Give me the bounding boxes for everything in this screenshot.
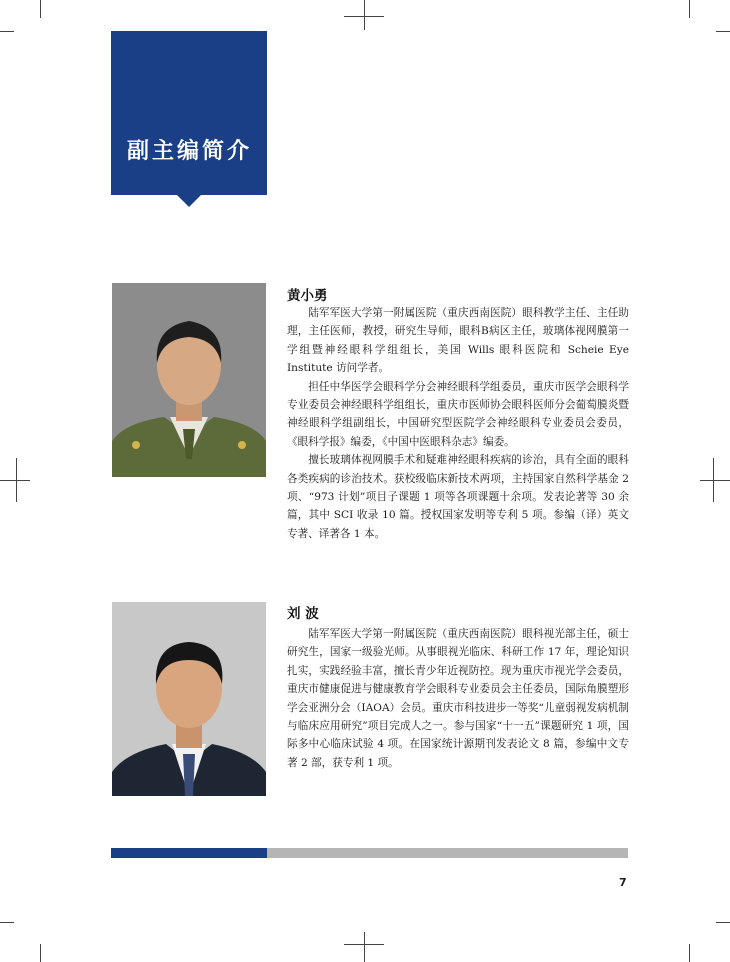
- bio-paragraph: 陆军军医大学第一附属医院（重庆西南医院）眼科教学主任、主任助理，主任医师，教授，研究生导师，眼科B病区主任，玻璃体视网膜第一学组暨神经眼科学组组长，美国 Wills 眼科医院和 Scheie Eye Institute 访问学者。: [287, 307, 629, 375]
- portrait-illustration: [112, 283, 266, 477]
- bio-paragraph: 擅长玻璃体视网膜手术和疑难神经眼科疾病的诊治，具有全面的眼科各类疾病的诊治技术。获校级临床新技术两项，主持国家自然科学基金 2 项、“973 计划”项目子课题 1 项等各项课题十余项。发表论著等 30 余篇，其中 SCI 收录 10 篇。授权国家发明等专利 5 项。参编（译）英文专著、译著各 1 本。: [287, 454, 629, 540]
- footer-bar-blue: [111, 848, 267, 858]
- editor-name: 刘 波: [287, 606, 319, 622]
- section-title: 副主编简介: [127, 139, 253, 164]
- footer-bar-grey: [267, 848, 628, 858]
- header-pointer: [177, 195, 201, 207]
- editor-bio: [287, 625, 629, 772]
- portrait-photo: [112, 602, 266, 796]
- bio-paragraph: 陆军军医大学第一附属医院（重庆西南医院）眼科视光部主任，硕士研究生，国家一级验光师。从事眼视光临床、科研工作 17 年，理论知识扎实，实践经验丰富，擅长青少年近视防控。现为重庆市视光学会委员，重庆市健康促进与健康教育学会眼科专业委员会主任委员，国际角膜塑形学会亚洲分会（IAOA）会员。重庆市科技进步一等奖“儿童弱视发病机制与临床应用研究”项目完成人之一。参与国家“十一五”课题研究 1 项，国际多中心临床试验 4 项。在国家统计源期刊发表论文 8 篇，参编中文专著 2 部，获专利 1 项。: [287, 628, 629, 769]
- section-header: [111, 31, 267, 195]
- page-number: 7: [619, 876, 627, 889]
- portrait-illustration: [112, 602, 266, 796]
- editor-name: 黄小勇: [287, 288, 328, 304]
- bio-paragraph: 担任中华医学会眼科学分会神经眼科学组委员，重庆市医学会眼科学专业委员会神经眼科学组组长，重庆市医师协会眼科医师分会葡萄膜炎暨神经眼科学组副组长，中国研究型医院学会神经眼科专业委员会委员，《眼科学报》编委，《中国中医眼科杂志》编委。: [287, 380, 629, 448]
- editor-bio: [287, 304, 629, 543]
- portrait-photo: [112, 283, 266, 477]
